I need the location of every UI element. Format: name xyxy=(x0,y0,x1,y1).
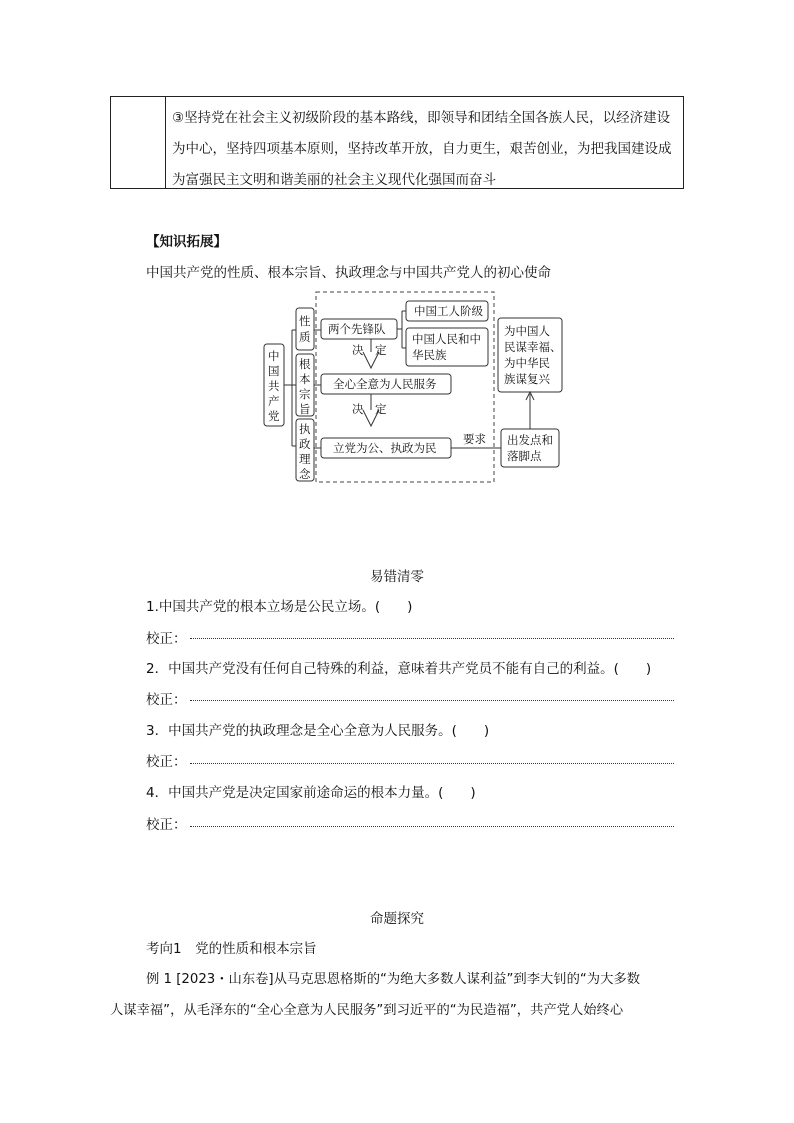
origin-line1: 出发点和 xyxy=(507,433,553,447)
example-line-2: 人谋幸福”，从毛泽东的“全心全意为人民服务”到习近平的“为民造福”，共产党人始终心 xyxy=(110,1003,624,1018)
knowledge-diagram xyxy=(255,288,575,488)
correction-line-2[interactable] xyxy=(190,700,674,701)
origin-line2: 落脚点 xyxy=(507,449,542,463)
mission-line4: 族谋复兴 xyxy=(504,372,550,386)
correction-label-4: 校正： xyxy=(146,817,187,833)
exploration-title: 命题探究 xyxy=(370,911,424,927)
node-people-line1: 中国人民和中 xyxy=(412,332,481,346)
require-label: 要求 xyxy=(463,432,486,446)
error-item-1: 1.中国共产党的根本立场是公民立场。( ) xyxy=(146,599,413,615)
correction-label-1: 校正： xyxy=(146,631,187,647)
error-item-2: 2．中国共产党没有任何自己特殊的利益，意味着共产党员不能有自己的利益。( ) xyxy=(146,661,652,677)
root-char-4: 产 xyxy=(268,394,280,408)
table-left-cell xyxy=(111,97,166,188)
category-purpose: 根本宗旨 xyxy=(299,357,311,416)
decide-label-2a: 决 xyxy=(352,402,364,416)
node-vanguard: 两个先锋队 xyxy=(328,322,386,336)
content-table xyxy=(110,96,684,189)
node-serve: 全心全意为人民服务 xyxy=(333,377,437,391)
mission-line2: 民谋幸福、 xyxy=(504,340,562,354)
node-working-class: 中国工人阶级 xyxy=(414,304,483,318)
decide-label-2b: 定 xyxy=(375,402,387,416)
category-nature: 性质 xyxy=(299,314,311,344)
exploration-topic: 考向1 党的性质和根本宗旨 xyxy=(146,941,317,957)
root-char-1: 中 xyxy=(268,349,280,363)
root-char-5: 党 xyxy=(268,409,280,423)
root-label xyxy=(268,349,283,423)
example-line-1: 例 1 [2023・山东卷]从马克思恩格斯的“为绝大多数人谋利益”到李大钊的“为大多数 xyxy=(146,972,640,987)
correction-label-3: 校正： xyxy=(146,754,187,770)
errors-title: 易错清零 xyxy=(370,569,424,585)
correction-line-4[interactable] xyxy=(190,826,674,827)
error-item-3: 3．中国共产党的执政理念是全心全意为人民服务。( ) xyxy=(146,723,490,739)
mission-line1: 为中国人 xyxy=(504,324,550,338)
category-governance: 执政理念 xyxy=(299,422,311,481)
table-row-text: ③坚持党在社会主义初级阶段的基本路线，即领导和团结全国各族人民，以经济建设为中心，坚持四项基本原则，坚持改革开放，自力更生，艰苦创业，为把我国建设成为富强民主文明和谐美丽的社会主义现代化强国而奋斗 xyxy=(172,110,672,188)
root-char-2: 国 xyxy=(268,364,280,378)
error-item-4: 4．中国共产党是决定国家前途命运的根本力量。( ) xyxy=(146,785,476,801)
knowledge-heading: 【知识拓展】 xyxy=(146,234,227,250)
node-people-line2: 华民族 xyxy=(412,348,447,362)
decide-label-1b: 定 xyxy=(375,343,387,357)
node-governance: 立党为公、执政为民 xyxy=(333,441,437,455)
correction-line-1[interactable] xyxy=(190,638,674,639)
correction-line-3[interactable] xyxy=(190,763,674,764)
decide-label-1a: 决 xyxy=(352,343,364,357)
correction-label-2: 校正： xyxy=(146,692,187,708)
root-char-3: 共 xyxy=(268,379,280,393)
knowledge-subtitle: 中国共产党的性质、根本宗旨、执政理念与中国共产党人的初心使命 xyxy=(146,265,551,281)
mission-line3: 为中华民 xyxy=(504,356,550,370)
